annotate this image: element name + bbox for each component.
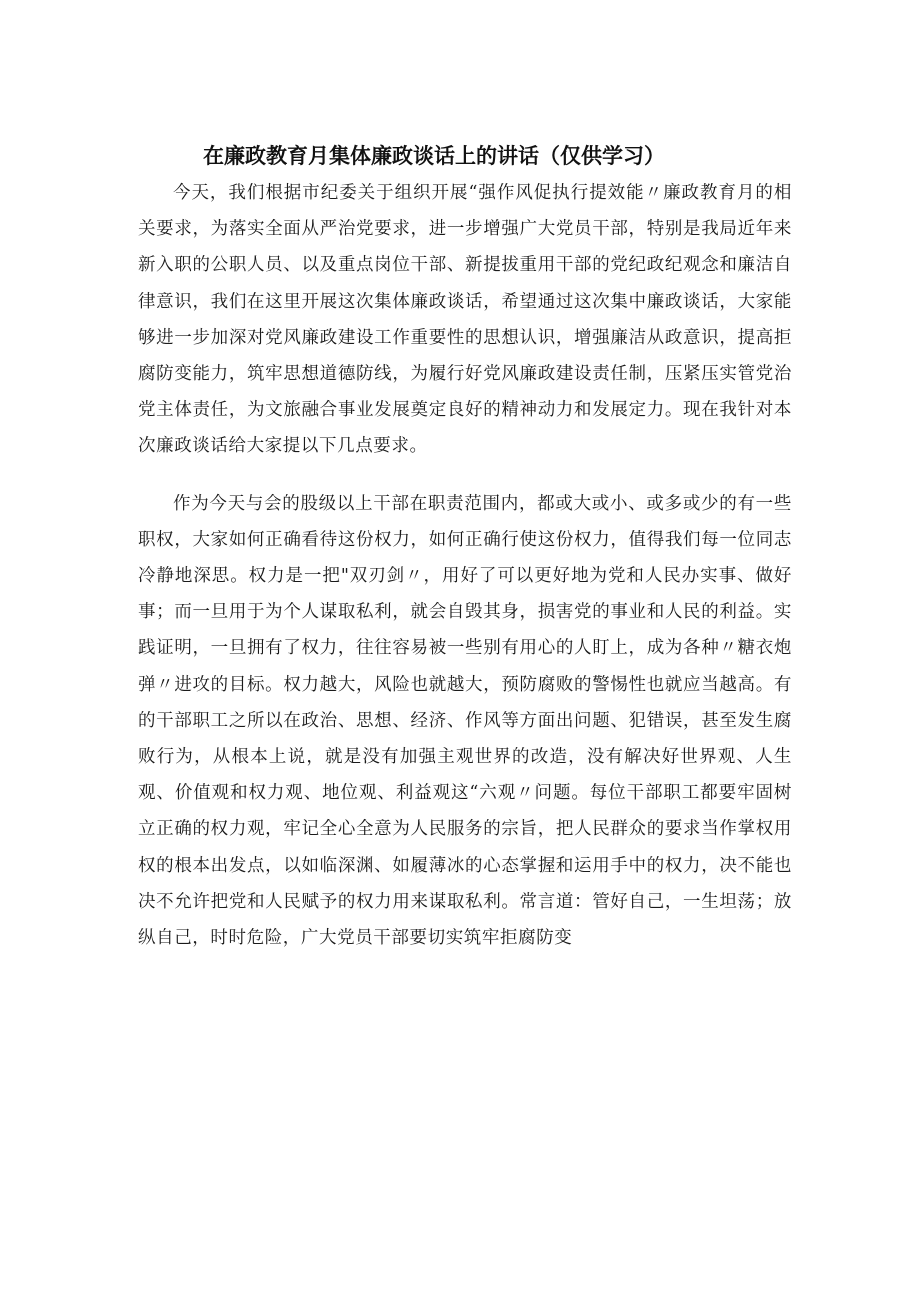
document-title: 在廉政教育月集体廉政谈话上的讲话（仅供学习） bbox=[203, 144, 665, 169]
paragraph-power: 作为今天与会的股级以上干部在职责范围内，都或大或小、或多或少的有一些职权，大家如何正确看待这份权力，如何正确行使这份权力，值得我们每一位同志冷静地深思。权力是一把"双刃剑〃，用好了可以更好地为党和人民办实事、做好事；而一旦用于为个人谋取私利，就会自毁其身，损害党的事业和人民的利益。实践证明，一旦拥有了权力，往往容易被一些别有用心的人盯上，成为各种〃糖衣炮弹〃进攻的目标。权力越大，风险也就越大，预防腐败的警惕性也就应当越高。有的干部职工之所以在政治、思想、经济、作风等方面出问题、犯错误，甚至发生腐败行为，从根本上说，就是没有加强主观世界的改造，没有解决好世界观、人生观、价值观和权力观、地位观、利益观这“六观〃问题。每位干部职工都要牢固树立正确的权力观，牢记全心全意为人民服务的宗旨，把人民群众的要求当作掌权用权的根本出发点，以如临深渊、如履薄冰的心态掌握和运用手中的权力，决不能也决不允许把党和人民赋予的权力用来谋取私利。常言道：管好自己，一生坦荡；放纵自己，时时危险，广大党员干部要切实筑牢拒腐防变 bbox=[138, 493, 792, 949]
paragraph-intro: 今天，我们根据市纪委关于组织开展“强作风促执行提效能〃廉政教育月的相关要求，为落实全面从严治党要求，进一步增强广大党员干部，特别是我局近年来新入职的公职人员、以及重点岗位干部、新提拔重用干部的党纪政纪观念和廉洁自律意识，我们在这里开展这次集体廉政谈话，希望通过这次集中廉政谈话，大家能够进一步加深对党风廉政建设工作重要性的思想认识，增强廉洁从政意识，提高拒腐防变能力，筑牢思想道德防线，为履行好党风廉政建设责任制，压紧压实管党治党主体责任，为文旅融合事业发展奠定良好的精神动力和发展定力。现在我针对本次廉政谈话给大家提以下几点要求。 bbox=[138, 183, 792, 457]
document-body bbox=[138, 175, 792, 956]
